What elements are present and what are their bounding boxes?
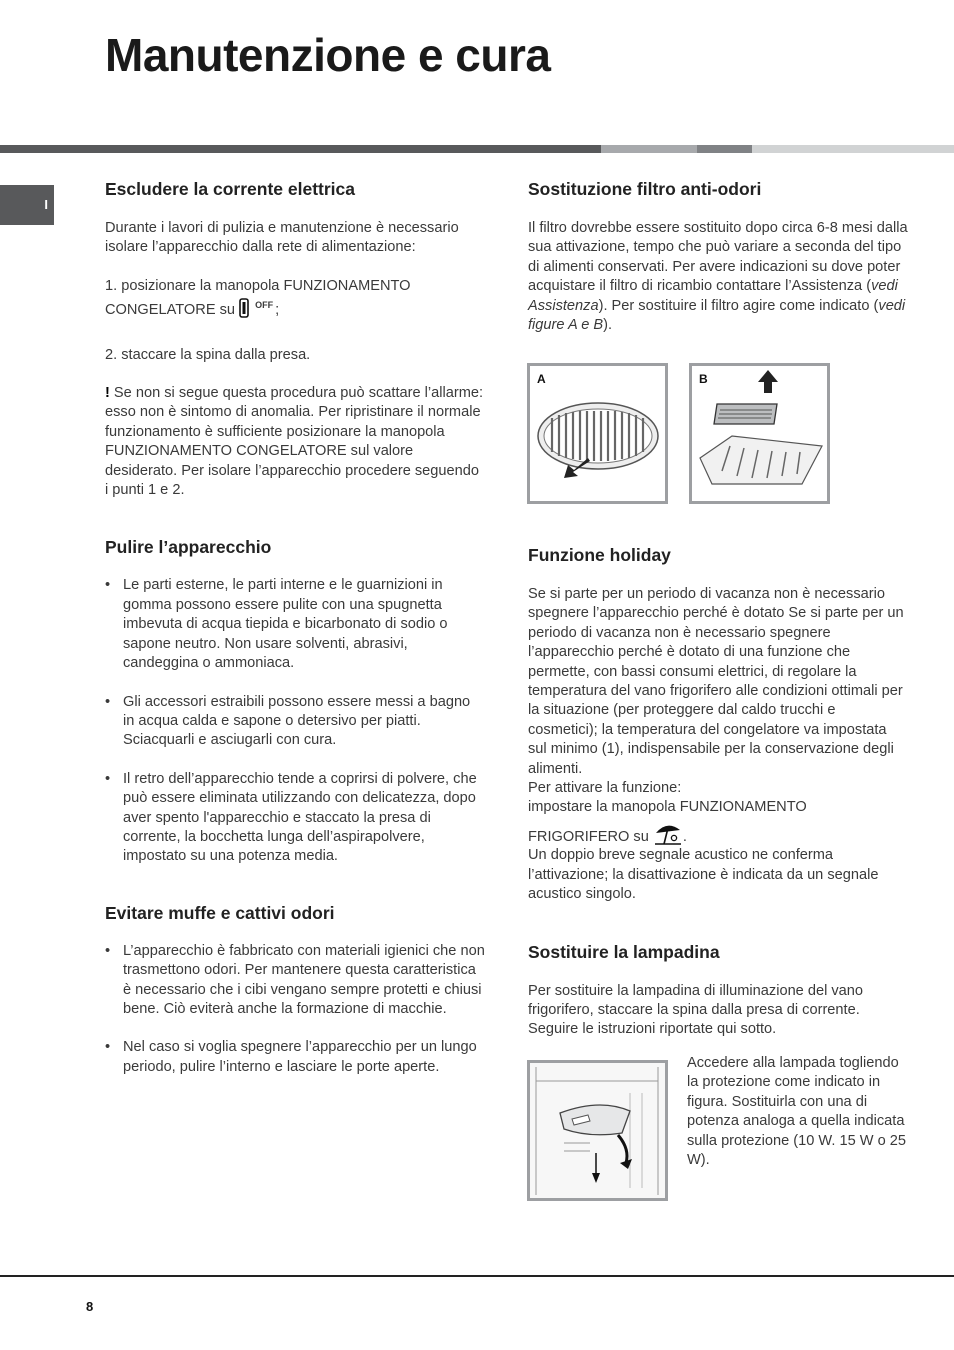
- footer-rule: [0, 1275, 954, 1277]
- ref-assistance: vedi Assistenza: [528, 278, 898, 314]
- figure-a-label: A: [537, 372, 546, 386]
- header-bar-mid: [601, 145, 697, 153]
- figure-b-label: B: [699, 372, 708, 386]
- step1-end: ;: [275, 302, 280, 319]
- header-bar-dark: [0, 145, 601, 153]
- heading-filter-replace: Sostituzione filtro anti-odori: [528, 179, 762, 199]
- heading-power-off: Escludere la corrente elettrica: [105, 179, 355, 199]
- filter-text-b: ). Per sostituire il filtro agire come indicato (: [598, 297, 879, 314]
- power-off-warning: [105, 384, 485, 500]
- heading-avoid-mold: Evitare muffe e cattivi odori: [105, 902, 335, 923]
- lamp-cover-illustration: [530, 1063, 665, 1198]
- list-item: • Il retro dell’apparecchio tende a coprirsi di polvere, che può essere eliminata utilizzando con delicatezza, dopo aver spento l'apparecchio e staccato la presa di corrente, la bocchetta lunga dell’aspirapolvere, impostato su una potenza media.: [105, 770, 485, 867]
- off-label: OFF: [255, 300, 274, 311]
- filter-text-c: ).: [603, 317, 613, 334]
- ref-figures: vedi figure A e B: [528, 297, 906, 334]
- mold-list: [105, 942, 485, 1077]
- step1-text: 1. posizionare la manopola FUNZIONAMENTO CONGELATORE su: [105, 277, 411, 319]
- right-column: [528, 178, 908, 335]
- power-off-intro: Durante i lavori di pulizia e manutenzione è necessario isolare l’apparecchio dalla rete di alimentazione:: [105, 220, 459, 256]
- power-off-step1: [105, 277, 485, 325]
- filter-text-a: Il filtro dovrebbe essere sostituito dopo circa 6-8 mesi dalla sua attivazione, tempo che può variare a seconda del tipo di alimenti conservati. Per avere indicazioni su dove poter acquistare il filtro di ricambio contattare l’Assistenza (: [528, 220, 908, 295]
- left-column: [105, 178, 485, 1077]
- heading-holiday: Funzione holiday: [528, 545, 671, 565]
- page-number: 8: [86, 1299, 94, 1314]
- clean-list: [105, 576, 485, 866]
- warning-text: Se non si segue questa procedura può scattare l’allarme: esso non è sintomo di anomalia. Per ripristinare il normale funzionamento è sufficiente posizionare la manopola FUNZIONAMENTO CONGELATORE sul valore desiderato. Per isolare l’apparecchio procedere seguendo i punti 1 e 2.: [105, 385, 484, 499]
- figure-b: [689, 363, 830, 504]
- figure-a: [527, 363, 668, 504]
- page-title: Manutenzione e cura: [105, 29, 551, 81]
- filter-text: [528, 219, 908, 335]
- holiday-frigo-end: .: [682, 828, 687, 845]
- filter-removal-illustration: [692, 366, 827, 501]
- filter-cover-illustration: [530, 366, 665, 501]
- holiday-frigo-text: FRIGORIFERO su: [528, 828, 649, 845]
- holiday-activate: Per attivare la funzione:: [528, 780, 682, 797]
- holiday-section: [528, 544, 908, 1040]
- list-item: • Le parti esterne, le parti interne e le guarnizioni in gomma possono essere pulite con una spugnetta imbevuta di acqua tiepida e bicarbonato di sodio o sapone neutro. Non usare solventi, abrasivi, candeggina o ammoniaca.: [105, 576, 485, 673]
- lamp-text: Per sostituire la lampadina di illuminazione del vano frigorifero, staccare la spina dalla presa di corrente. Seguire le istruzioni riportate qui sotto.: [528, 982, 864, 1038]
- holiday-confirm: Un doppio breve segnale acustico ne conferma l’attivazione; la disattivazione è indicata da un segnale acustico singolo.: [528, 847, 879, 903]
- language-tab-label: I: [44, 197, 48, 212]
- header-bar-light: [752, 145, 954, 153]
- list-item: • Gli accessori estraibili possono essere messi a bagno in acqua calda e sapone o detersivo per piatti. Sciacquarli e asciugarli con cura.: [105, 693, 485, 751]
- list-item: • L’apparecchio è fabbricato con materiali igienici che non trasmettono odori. Per mantenere questa caratteristica è necessario che i cibi vengano sempre protetti e chiusi bene. Ciò eviterà anche la formazione di macchie.: [105, 942, 485, 1020]
- list-item: • Nel caso si voglia spegnere l’apparecchio per un lungo periodo, pulire l’interno e lasciare le porte aperte.: [105, 1038, 485, 1077]
- language-tab: [0, 185, 54, 225]
- holiday-text: Se si parte per un periodo di vacanza non è necessario spegnere l’apparecchio perché è dotato Se si parte per un periodo di vacanza non è necessario spegnere l’apparecchio perché è dotato di una funzione che permette, con bassi consumi elettrici, di regolare la temperatura del vano frigorifero alle condizioni ottimali per la situazione (per proteggere dal caldo trucchi e cosmetici); la temperatura del congelatore va impostata sul minimo (1), indispensabile per la conservazione degli alimenti.: [528, 586, 904, 777]
- warning-mark: !: [105, 385, 110, 402]
- lamp-figure: [527, 1060, 668, 1201]
- holiday-set-knob: impostare la manopola FUNZIONAMENTO: [528, 799, 807, 816]
- heading-replace-lamp: Sostituire la lampadina: [528, 941, 720, 962]
- heading-clean-appliance: Pulire l’apparecchio: [105, 537, 272, 558]
- header-bar-dark-short: [697, 145, 752, 153]
- lamp-side-text: Accedere alla lampada togliendo la protezione come indicato in figura. Sostituirla con una di potenza analoga a quella indicata sulla protezione (10 W. 15 W o 25 W).: [687, 1055, 907, 1169]
- power-off-step2: 2. staccare la spina dalla presa.: [105, 346, 311, 363]
